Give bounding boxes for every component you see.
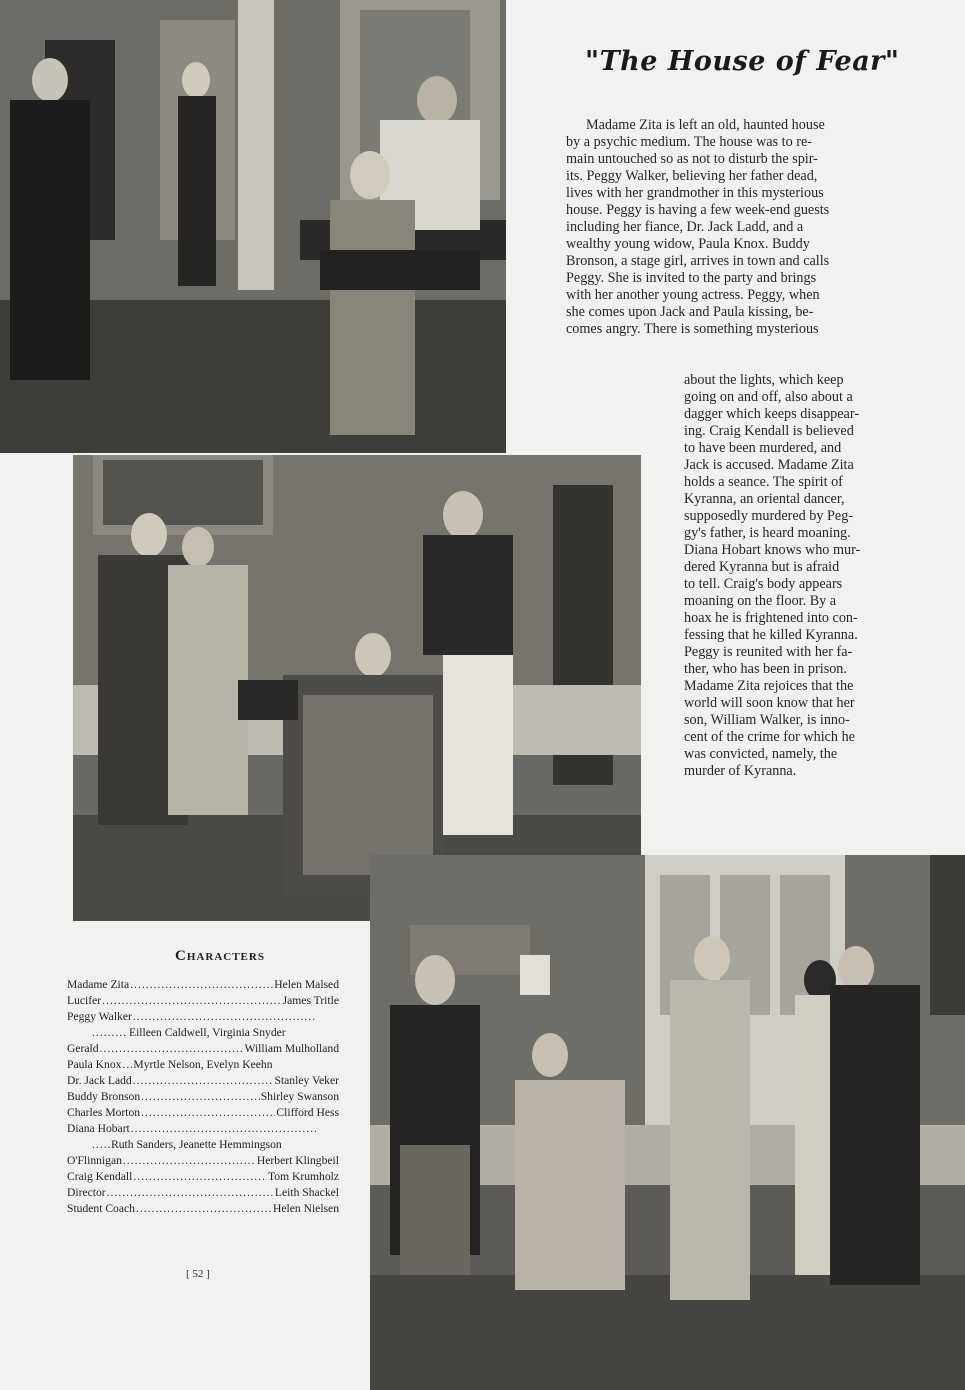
cast-actor: Herbert Klingbeil	[256, 1154, 339, 1167]
characters-heading: Characters	[175, 948, 265, 964]
cast-row	[67, 1169, 339, 1185]
cast-actor: Myrtle Nelson, Evelyn Keehn	[133, 1058, 273, 1071]
synopsis-line: comes angry. There is something mysterious	[566, 321, 819, 337]
synopsis-line: to have been murdered, and	[684, 440, 842, 456]
synopsis-line: to tell. Craig's body appears	[684, 576, 843, 592]
synopsis-line: son, William Walker, is inno-	[684, 712, 850, 728]
cast-row	[67, 977, 339, 993]
synopsis-line: about the lights, which keep	[684, 372, 844, 388]
stage-photo-study-scene	[0, 0, 506, 453]
synopsis-line: with her another young actress. Peggy, when	[566, 287, 820, 303]
cast-actor: Ruth Sanders, Jeanette Hemmingson	[111, 1138, 282, 1151]
cast-row	[67, 1009, 317, 1025]
synopsis-line: including her fiance, Dr. Jack Ladd, and a	[566, 219, 804, 235]
cast-row	[67, 1185, 339, 1201]
synopsis-line: moaning on the floor. By a	[684, 593, 837, 609]
cast-row	[67, 1137, 339, 1153]
synopsis-line: going on and off, also about a	[684, 389, 853, 405]
cast-row	[67, 1025, 339, 1041]
synopsis-line: main untouched so as not to disturb the spir-	[566, 151, 818, 167]
synopsis-line: Madame Zita is left an old, haunted house	[586, 117, 825, 133]
cast-role: Paula Knox	[67, 1058, 122, 1071]
page-title: "The House of Fear"	[585, 46, 900, 77]
cast-actor: Stanley Veker	[274, 1074, 339, 1087]
cast-role: Diana Hobart	[67, 1122, 130, 1135]
synopsis-line: dagger which keeps disappear-	[684, 406, 860, 422]
synopsis-line: fessing that he killed Kyranna.	[684, 627, 858, 643]
cast-list	[67, 977, 339, 1217]
synopsis-line: wealthy young widow, Paula Knox. Buddy	[566, 236, 810, 252]
cast-row	[67, 1073, 339, 1089]
synopsis-line: supposedly murdered by Peg-	[684, 508, 854, 524]
synopsis-line: Peggy. She is invited to the party and brings	[566, 270, 817, 286]
synopsis-line: its. Peggy Walker, believing her father dead,	[566, 168, 818, 184]
cast-actor: Helen Malsed	[274, 978, 339, 991]
page-number: [ 52 ]	[186, 1268, 210, 1280]
synopsis-line: world will soon know that her	[684, 695, 855, 711]
synopsis-line: was convicted, namely, the	[684, 746, 838, 762]
synopsis-line: by a psychic medium. The house was to re-	[566, 134, 812, 150]
cast-row	[67, 1041, 339, 1057]
cast-role: Charles Morton	[67, 1106, 141, 1119]
cast-actor: Tom Krumholz	[268, 1170, 339, 1183]
synopsis-line: Diana Hobart knows who mur-	[684, 542, 861, 558]
synopsis-line: murder of Kyranna.	[684, 763, 797, 779]
synopsis-line: Kyranna, an oriental dancer,	[684, 491, 845, 507]
synopsis-line: cent of the crime for which he	[684, 729, 855, 745]
synopsis-line: house. Peggy is having a few week-end guests	[566, 202, 830, 218]
cast-actor: Clifford Hess	[276, 1106, 339, 1119]
cast-role: Gerald	[67, 1042, 99, 1055]
synopsis-line: Madame Zita rejoices that the	[684, 678, 854, 694]
synopsis-line: Peggy is reunited with her fa-	[684, 644, 853, 660]
synopsis-line: she comes upon Jack and Paula kissing, be-	[566, 304, 814, 320]
cast-role: Lucifer	[67, 994, 102, 1007]
cast-actor: Helen Nielsen	[273, 1202, 339, 1215]
synopsis-line: hoax he is frightened into con-	[684, 610, 858, 626]
stage-photo-telephone-scene	[73, 455, 641, 921]
cast-actor: Eilleen Caldwell, Virginia Snyder	[129, 1026, 286, 1039]
stage-photo-parlor-scene	[370, 855, 965, 1390]
synopsis-line: lives with her grandmother in this mysterious	[566, 185, 824, 201]
cast-actor: Shirley Swanson	[260, 1090, 339, 1103]
stage-photo-telephone-scene-image	[73, 455, 641, 921]
synopsis-line: Bronson, a stage girl, arrives in town and calls	[566, 253, 830, 269]
cast-row	[67, 1057, 339, 1073]
cast-role: Buddy Bronson	[67, 1090, 141, 1103]
cast-actor: James Tritle	[282, 994, 339, 1007]
stage-photo-study-scene-image	[0, 0, 506, 453]
synopsis-line: holds a seance. The spirit of	[684, 474, 843, 490]
cast-row	[67, 1105, 339, 1121]
cast-actor: Leith Shackel	[274, 1186, 339, 1199]
cast-actor: William Mulholland	[244, 1042, 339, 1055]
cast-row	[67, 1201, 339, 1217]
synopsis-top	[566, 117, 915, 338]
synopsis-line: ing. Craig Kendall is believed	[684, 423, 854, 439]
cast-role: O'Flinnigan	[67, 1154, 122, 1167]
cast-role: Dr. Jack Ladd	[67, 1074, 132, 1087]
synopsis-line: dered Kyranna but is afraid	[684, 559, 840, 575]
cast-role: Madame Zita	[67, 978, 130, 991]
cast-row	[67, 1089, 339, 1105]
cast-role: Student Coach	[67, 1202, 135, 1215]
synopsis-line: ther, who has been in prison.	[684, 661, 847, 677]
cast-role: Director	[67, 1186, 106, 1199]
synopsis-line: gy's father, is heard moaning.	[684, 525, 851, 541]
cast-role: Peggy Walker	[67, 1010, 132, 1023]
cast-row	[67, 993, 339, 1009]
cast-role: Craig Kendall	[67, 1170, 133, 1183]
synopsis-line: Jack is accused. Madame Zita	[684, 457, 854, 473]
cast-row	[67, 1153, 339, 1169]
stage-photo-parlor-scene-image	[370, 855, 965, 1390]
synopsis-column	[684, 372, 915, 780]
cast-row	[67, 1121, 317, 1137]
